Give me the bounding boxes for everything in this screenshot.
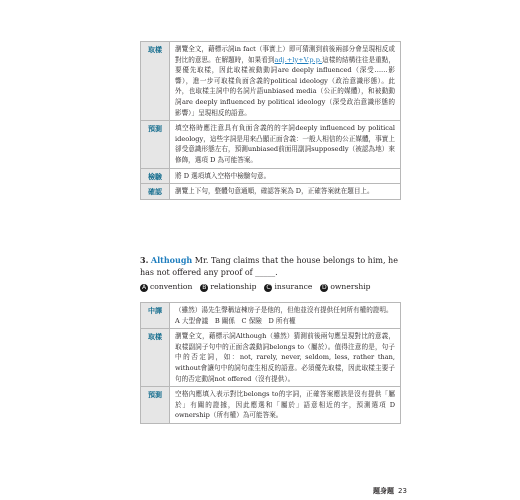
row-label: 確認 bbox=[141, 184, 170, 200]
option-letter-icon: D bbox=[322, 284, 327, 291]
row-text: 瀏覽上下句，整體句意通順，確認答案為 D，正確答案就在題目上。 bbox=[170, 184, 401, 200]
row-text: （雖然）湯先生聲稱這棟房子是他的，但他並沒有提供任何所有權的證明。 A 大型會議 B 關係 C 保險 D 所有權 bbox=[170, 303, 401, 329]
row-label: 預測 bbox=[141, 387, 170, 424]
table-row bbox=[141, 184, 401, 200]
row-label: 預測 bbox=[141, 121, 170, 168]
row-text: 空格內應填入表示對比belongs to的字詞，正確答案應該是沒有提供「屬於」有關的證據，因此應選和「屬於」語意相近的字，預測選項 D ownership（所有權）為可能答案。 bbox=[170, 387, 401, 424]
table-row bbox=[141, 121, 401, 168]
option-c[interactable]: C insurance bbox=[266, 282, 313, 291]
option-letter-icon: C bbox=[266, 284, 271, 291]
question-text: Mr. Tang claims that the house belongs to him, he has not offered any proof of _____. bbox=[140, 256, 398, 277]
page-number: 23 bbox=[398, 487, 407, 495]
option-a[interactable]: A convention bbox=[141, 282, 193, 291]
translated-options: A 大型會議 B 關係 C 保險 D 所有權 bbox=[175, 316, 296, 325]
row-text: 填空格時應注意具有負面含義的的字詞deeply influenced by political ideology，這些字詞是用來凸顯正面含義：一般人相信的公正媒體，事實上卻受意識形態左右，預測unbiased前面用副詞supposedly（被認為地）來修飾，選項 D 為可能答案。 bbox=[170, 121, 401, 168]
row-text: 瀏覽全文，藉標示詞Although（雖然）猜測前後兩句應呈現對比的意義，取樣副詞子句中的正面含義動詞belongs to（屬於）。值得注意的是，句子中的否定詞，如：not, rarely, never, seldom, less, rather than, without會讓句中的詞句產生相反的語意。必須優先取樣，因此取樣主要子句的否定動詞not offered（沒有提供）。 bbox=[170, 329, 401, 387]
answer-options bbox=[140, 282, 410, 292]
explanation-table-1 bbox=[140, 41, 401, 200]
question-number: 3. bbox=[140, 255, 149, 265]
table-row bbox=[141, 42, 401, 121]
table-row bbox=[141, 303, 401, 329]
question-keyword: Although bbox=[150, 255, 193, 265]
row-text: 瀏覽全文，藉標示詞in fact（事實上）即可猜測到前後兩部分會呈現相反或對比的意思。在解題時，如果看到adj.+ly+V.p.p.這樣的結構往往是重點，要優先取樣，因此取樣被動動詞are deeply influenced（深受……影響），進一步可取樣負面含義的political ideology（政治意識形態）。此外，也取樣主詞中的名詞片語unbiased media（公正的媒體），和被動動詞are deeply influenced by political ideology（深受政治意識形態的影響）」呈現相反的語意。 bbox=[170, 42, 401, 121]
question-3 bbox=[140, 254, 408, 279]
row-label: 檢驗 bbox=[141, 168, 170, 184]
table-row bbox=[141, 387, 401, 424]
table-row bbox=[141, 168, 401, 184]
option-letter-icon: A bbox=[141, 284, 147, 291]
row-text: 將 D 選項填入空格中檢驗句意。 bbox=[170, 168, 401, 184]
table-row bbox=[141, 329, 401, 387]
option-d[interactable]: D ownership bbox=[322, 282, 371, 291]
row-label: 取樣 bbox=[141, 329, 170, 387]
option-b[interactable]: B relationship bbox=[202, 282, 257, 291]
row-label: 中譯 bbox=[141, 303, 170, 329]
explanation-table-2 bbox=[140, 302, 401, 424]
highlighted-structure: adj.+ly+V.p.p. bbox=[274, 55, 323, 64]
section-name: 題身題 bbox=[373, 487, 394, 495]
page-footer bbox=[373, 486, 407, 496]
row-label: 取樣 bbox=[141, 42, 170, 121]
option-letter-icon: B bbox=[202, 284, 207, 291]
